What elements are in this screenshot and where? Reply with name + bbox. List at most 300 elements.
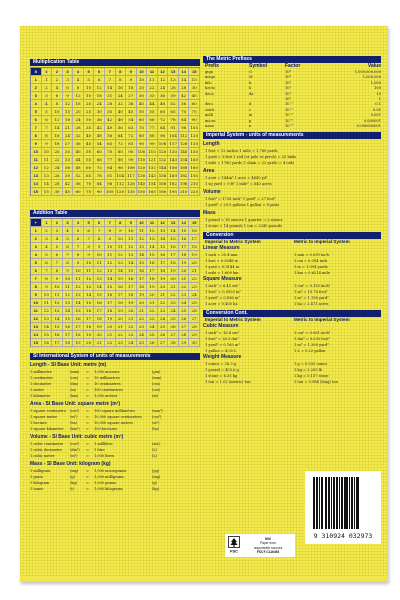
table-cell: 19	[126, 299, 137, 307]
table-cell: 36	[94, 116, 105, 124]
table-cell: 27	[168, 331, 179, 339]
table-cell: 8	[116, 76, 127, 84]
table-cell: 24	[116, 92, 127, 100]
table-cell: 17	[168, 251, 179, 259]
table-cell: 14	[168, 227, 179, 235]
table-cell: 23	[126, 331, 137, 339]
unit-cell: 1 cubic decimetre	[30, 448, 62, 452]
table-cell: 63	[105, 140, 116, 148]
table-cell: 16	[94, 299, 105, 307]
table-cell: 2	[42, 227, 53, 235]
prefix-col-header: Prefix	[205, 63, 219, 69]
table-cell: 21	[179, 275, 190, 283]
table-cell: 12	[63, 291, 74, 299]
prefix-cell: 10⁻³	[285, 113, 293, 118]
table-cell: 32	[116, 100, 127, 108]
imperial-to-metric: 1 acre = 0.405 ha	[205, 302, 238, 307]
row-header: 12	[31, 164, 42, 172]
table-cell: 18	[52, 140, 63, 148]
table-cell: 90	[94, 188, 105, 196]
table-cell: 26	[52, 172, 63, 180]
table-cell: 120	[116, 189, 125, 194]
table-cell: 11	[73, 275, 84, 283]
table-cell: 8	[42, 132, 53, 140]
row-header: 11	[31, 156, 42, 164]
unit-cell: (cm²)	[152, 415, 162, 419]
unit-cell: 1 square centimetre	[30, 409, 66, 413]
table-cell: 18	[94, 92, 105, 100]
table-cell: 24	[73, 116, 84, 124]
table-cell: 17	[179, 243, 190, 251]
table-cell: 24	[94, 100, 105, 108]
table-cell: 4	[63, 227, 74, 235]
table-cell: 91	[105, 172, 116, 180]
table-cell: 12	[73, 92, 84, 100]
imperial-to-metric: 1 foot² = 0.0929 m²	[205, 290, 241, 295]
table-cell: 9	[52, 275, 63, 283]
linear-measure-list	[203, 252, 381, 276]
table-cell: 60	[189, 100, 200, 108]
table-cell: 27	[158, 339, 169, 347]
table-cell: 60	[84, 164, 95, 172]
table-cell: 48	[73, 164, 84, 172]
unit-cell: 1,000 kilograms	[94, 487, 123, 491]
table-cell: 25	[158, 323, 169, 331]
table-cell: 18	[179, 251, 190, 259]
table-cell: 15	[84, 299, 95, 307]
column-header: 1	[42, 68, 53, 76]
table-cell: 12	[137, 235, 148, 243]
addition-table	[30, 210, 200, 347]
unit-cell: 1,000 metres	[94, 394, 118, 398]
table-cell: 13	[84, 283, 95, 291]
si-volume-title: Volume - SI Base Unit: cubic metre (m³)	[30, 434, 124, 440]
table-cell: 84	[179, 116, 190, 124]
row-header: 1	[31, 227, 42, 235]
table-cell: 3	[42, 235, 53, 243]
metric-prefixes-rows	[203, 70, 381, 129]
column-header: 7	[105, 68, 116, 76]
unit-cell: (mm)	[70, 370, 80, 374]
table-cell: 10	[52, 283, 63, 291]
table-cell: 56	[116, 124, 127, 132]
table-cell: 28	[179, 84, 190, 92]
table-cell: 21	[63, 124, 74, 132]
table-cell: 14	[126, 259, 137, 267]
table-cell: 30	[189, 339, 200, 347]
metric-to-imperial: 1 m² = 1.196 yard²	[294, 296, 329, 301]
unit-cell: 1 cubic centimetre	[30, 442, 64, 446]
column-header: 3	[63, 219, 74, 227]
table-cell: 12	[94, 267, 105, 275]
table-cell: 54	[94, 140, 105, 148]
table-cell: 33	[147, 92, 158, 100]
conversion-col2-header: Metric to Imperial System	[294, 239, 350, 245]
table-cell: 21	[105, 331, 116, 339]
unit-cell: =	[86, 370, 89, 374]
table-cell: 9	[73, 259, 84, 267]
column-header: 11	[147, 219, 158, 227]
table-cell: 12	[63, 100, 74, 108]
table-cell: 9	[105, 235, 116, 243]
table-cell: 120	[190, 133, 199, 138]
table-corner: X	[31, 68, 42, 76]
table-cell: 28	[179, 331, 190, 339]
table-cell: 42	[179, 92, 190, 100]
table-cell: 24	[137, 331, 148, 339]
unit-cell: 1 hectare	[30, 421, 47, 425]
table-cell: 20	[84, 100, 95, 108]
unit-cell: (ha)	[70, 421, 78, 425]
table-cell: 10	[52, 108, 63, 116]
table-cell: 23	[116, 339, 127, 347]
si-units-title: SI International System of units of measurements	[30, 353, 200, 360]
table-cell: 30	[52, 188, 63, 196]
table-cell: 15	[105, 283, 116, 291]
table-cell: 25	[179, 307, 190, 315]
unit-cell: (µm)	[152, 370, 161, 374]
unit-cell: =	[86, 469, 89, 473]
table-cell: 112	[179, 133, 188, 138]
table-cell: 13	[42, 172, 53, 180]
unit-cell: 1 kilogram	[30, 481, 50, 485]
metric-to-imperial: 1 km = 0.6214 mile	[294, 271, 330, 276]
fsc-label	[225, 534, 295, 557]
table-cell: 4	[42, 243, 53, 251]
unit-cell: =	[86, 409, 89, 413]
table-cell: 29	[179, 339, 190, 347]
table-cell: 8	[73, 251, 84, 259]
row-header: 7	[31, 124, 42, 132]
prefix-cell: c	[249, 107, 252, 112]
table-cell: 45	[84, 140, 95, 148]
table-cell: 108	[127, 165, 135, 170]
row-header: 3	[31, 92, 42, 100]
column-header: 12	[158, 219, 169, 227]
table-cell: 60	[73, 188, 84, 196]
table-cell: 12	[147, 227, 158, 235]
table-cell: 13	[116, 259, 127, 267]
table-cell: 26	[168, 84, 179, 92]
table-cell: 15	[126, 267, 137, 275]
table-cell: 10	[94, 251, 105, 259]
table-cell: 20	[116, 315, 127, 323]
table-cell: 22	[179, 283, 190, 291]
table-cell: 135	[190, 141, 199, 146]
table-cell: 21	[94, 339, 105, 347]
table-cell: 39	[63, 172, 74, 180]
table-cell: 90	[189, 116, 200, 124]
table-cell: 44	[73, 156, 84, 164]
unit-cell: (ha)	[152, 427, 160, 431]
table-cell: 9	[42, 283, 53, 291]
row-header: 6	[31, 267, 42, 275]
table-cell: 28	[189, 323, 200, 331]
table-cell: 22	[52, 156, 63, 164]
measure-row: 1 pound = 16 ounces 1 quarter = 2 stones	[205, 218, 283, 223]
table-cell: 12	[158, 76, 169, 84]
table-cell: 19	[168, 267, 179, 275]
table-cell: 24	[147, 323, 158, 331]
table-cell: 10	[84, 84, 95, 92]
table-cell: 11	[84, 267, 95, 275]
unit-cell: (µg)	[152, 469, 160, 473]
unit-cell: (kg)	[70, 481, 78, 485]
unit-cell: 1 milligram	[30, 469, 51, 473]
table-cell: 5	[42, 251, 53, 259]
table-cell: 7	[63, 251, 74, 259]
table-cell: 18	[137, 283, 148, 291]
unit-cell: (cm²)	[70, 409, 80, 413]
table-cell: 32	[73, 132, 84, 140]
table-cell: 77	[147, 124, 158, 132]
table-cell: 14	[116, 267, 127, 275]
table-cell: 143	[148, 173, 156, 178]
table-cell: 168	[179, 165, 188, 170]
table-corner: +	[31, 219, 42, 227]
table-cell: 126	[179, 141, 188, 146]
table-cell: 14	[158, 235, 169, 243]
table-cell: 21	[189, 267, 200, 275]
table-cell: 108	[158, 141, 167, 146]
table-cell: 70	[105, 148, 116, 156]
table-cell: 23	[168, 299, 179, 307]
si-mass-list	[30, 468, 200, 492]
table-cell: 150	[190, 149, 199, 154]
table-cell: 13	[126, 251, 137, 259]
table-cell: 14	[52, 315, 63, 323]
imperial-mass-title: Mass	[203, 210, 216, 217]
table-cell: 30	[84, 116, 95, 124]
addition-grid	[30, 218, 200, 347]
table-cell: 60	[94, 148, 105, 156]
table-cell: 165	[190, 157, 199, 162]
prefix-cell: 10	[376, 91, 381, 96]
prefix-cell: nano	[205, 124, 214, 129]
table-cell: 5	[52, 243, 63, 251]
column-header: 15	[189, 68, 200, 76]
table-cell: 9	[63, 267, 74, 275]
table-cell: 90	[137, 140, 148, 148]
unit-cell: (m)	[152, 394, 159, 398]
table-cell: 30	[94, 108, 105, 116]
table-cell: 30	[137, 92, 148, 100]
factor-col-header: Factor	[285, 63, 301, 69]
table-cell: 29	[189, 331, 200, 339]
table-cell: 15	[147, 251, 158, 259]
column-header: 12	[158, 68, 169, 76]
table-cell: 18	[189, 243, 200, 251]
table-cell: 22	[147, 84, 158, 92]
unit-cell: 10,000 square metres	[94, 421, 133, 425]
table-cell: 45	[189, 92, 200, 100]
si-units-section	[30, 353, 200, 492]
table-cell: 20	[126, 307, 137, 315]
unit-cell: (kg)	[152, 487, 160, 491]
si-area-list	[30, 408, 200, 432]
column-header: 14	[179, 68, 190, 76]
table-cell: 49	[105, 124, 116, 132]
imperial-area-title: Area	[203, 168, 215, 175]
table-cell: 63	[126, 124, 137, 132]
cubic-measure-title: Cubic Measure	[203, 323, 239, 330]
row-header: 1	[31, 76, 42, 84]
table-cell: 104	[169, 133, 177, 138]
unit-cell: (dm³)	[70, 448, 80, 452]
table-cell: 16	[116, 84, 127, 92]
table-cell: 26	[179, 315, 190, 323]
table-cell: 20	[168, 275, 179, 283]
table-cell: 55	[147, 108, 158, 116]
unit-row	[30, 486, 200, 492]
unit-cell: 1 cubic metre	[30, 454, 55, 458]
table-cell: 225	[190, 189, 199, 194]
metric-to-imperial: 1 m = 1.094 yards	[294, 265, 328, 270]
imperial-length-title: Length	[203, 141, 220, 148]
table-cell: 16	[126, 275, 137, 283]
column-header: 14	[179, 219, 190, 227]
table-cell: 8	[84, 243, 95, 251]
table-cell: 35	[84, 124, 95, 132]
table-cell: 14	[73, 299, 84, 307]
conversion-cont-col2-header: Metric to Imperial System	[294, 317, 350, 323]
table-cell: 11	[137, 227, 148, 235]
prefix-cell: 0.1	[375, 102, 381, 107]
unit-cell: 10 centimetres	[94, 382, 121, 386]
table-cell: 56	[105, 132, 116, 140]
table-cell: 154	[179, 157, 188, 162]
table-cell: 23	[179, 291, 190, 299]
table-cell: 19	[94, 323, 105, 331]
column-header: 5	[84, 68, 95, 76]
prefix-cell: 10⁶	[285, 75, 292, 80]
row-header: 10	[31, 299, 42, 307]
table-cell: 15	[42, 188, 53, 196]
table-cell: 5	[73, 227, 84, 235]
table-cell: 18	[63, 116, 74, 124]
table-cell: 11	[105, 251, 116, 259]
metric-to-imperial: 1 m² = 10.76 foot²	[294, 290, 328, 295]
table-cell: 21	[158, 291, 169, 299]
measure-row: 1 yard³ = 29.0 gallons 1 gallon = 8 pints	[205, 203, 280, 208]
table-cell: 98	[179, 124, 190, 132]
table-cell: 7	[52, 259, 63, 267]
table-cell: 17	[52, 339, 63, 347]
value-col-header: Value	[367, 63, 381, 69]
unit-cell: (mL)	[152, 442, 161, 446]
table-cell: 20	[105, 323, 116, 331]
table-cell: 105	[190, 125, 199, 130]
metric-to-imperial: 1 ha = 2.471 acres	[294, 302, 329, 307]
prefix-cell: h	[249, 86, 252, 91]
column-header: 13	[168, 219, 179, 227]
table-cell: 8	[52, 100, 63, 108]
table-cell: 156	[169, 165, 177, 170]
table-cell: 56	[73, 180, 84, 188]
table-cell: 25	[137, 339, 148, 347]
table-cell: 90	[126, 148, 137, 156]
table-cell: 16	[147, 259, 158, 267]
table-cell: 14	[105, 84, 116, 92]
table-cell: 110	[137, 157, 146, 162]
prefix-cell: 0.000001	[363, 118, 381, 123]
imperial-area-list	[203, 175, 381, 187]
table-cell: 14	[94, 283, 105, 291]
table-cell: 16	[52, 132, 63, 140]
column-header: 5	[84, 219, 95, 227]
unit-cell: 1 gram	[30, 475, 43, 479]
unit-cell: (L)	[152, 454, 158, 458]
row-header: 8	[31, 132, 42, 140]
table-cell: 22	[116, 331, 127, 339]
table-cell: 15	[63, 315, 74, 323]
table-cell: 9	[63, 92, 74, 100]
table-cell: 15	[179, 227, 190, 235]
unit-cell: 1 metre	[30, 388, 44, 392]
prefix-cell: 10³	[285, 80, 292, 85]
table-cell: 6	[63, 243, 74, 251]
table-cell: 26	[168, 323, 179, 331]
prefix-cell: micro	[205, 118, 216, 123]
table-cell: 24	[158, 315, 169, 323]
table-cell: 66	[147, 116, 158, 124]
table-cell: 56	[179, 100, 190, 108]
table-cell: 40	[137, 100, 148, 108]
fsc-text	[243, 537, 293, 555]
table-cell: 14	[147, 243, 158, 251]
table-cell: 70	[179, 108, 190, 116]
table-cell: 8	[94, 235, 105, 243]
metric-to-imperial: 1 m³ = 1.308 yard³	[294, 343, 329, 348]
fsc-license-code: FSC® C116493	[256, 550, 280, 555]
column-header: 9	[126, 219, 137, 227]
table-cell: 54	[126, 116, 137, 124]
table-cell: 11	[94, 259, 105, 267]
table-cell: 12	[42, 307, 53, 315]
table-cell: 11	[126, 235, 137, 243]
fsc-paper-from: Paper from	[260, 541, 276, 546]
column-header: 8	[116, 68, 127, 76]
table-cell: 165	[148, 189, 156, 194]
table-cell: 45	[63, 188, 74, 196]
unit-cell: =	[86, 454, 89, 458]
row-header: 9	[31, 140, 42, 148]
unit-cell: 10,000 square centimetres	[94, 415, 142, 419]
column-header: 4	[73, 219, 84, 227]
table-cell: 13	[63, 299, 74, 307]
table-cell: 36	[126, 100, 137, 108]
imperial-title: Imperial System - units of measurements	[203, 132, 381, 139]
prefix-cell: 10⁻⁹	[285, 124, 293, 129]
prefix-cell: 10¹	[285, 91, 292, 96]
table-cell: 36	[63, 164, 74, 172]
unit-cell: (m)	[70, 388, 77, 392]
table-cell: 98	[105, 180, 116, 188]
table-cell: 6	[52, 92, 63, 100]
table-cell: 20	[158, 283, 169, 291]
table-cell: 8	[63, 259, 74, 267]
table-cell: 72	[158, 116, 169, 124]
table-cell: 24	[52, 164, 63, 172]
multiplication-title: Multiplication Table	[30, 59, 200, 66]
row-header: 10	[31, 148, 42, 156]
table-cell: 88	[147, 132, 158, 140]
table-cell: 10	[105, 243, 116, 251]
table-cell: 60	[158, 108, 169, 116]
table-cell: 11	[52, 291, 63, 299]
unit-cell: =	[86, 427, 89, 431]
table-cell: 2	[52, 76, 63, 84]
